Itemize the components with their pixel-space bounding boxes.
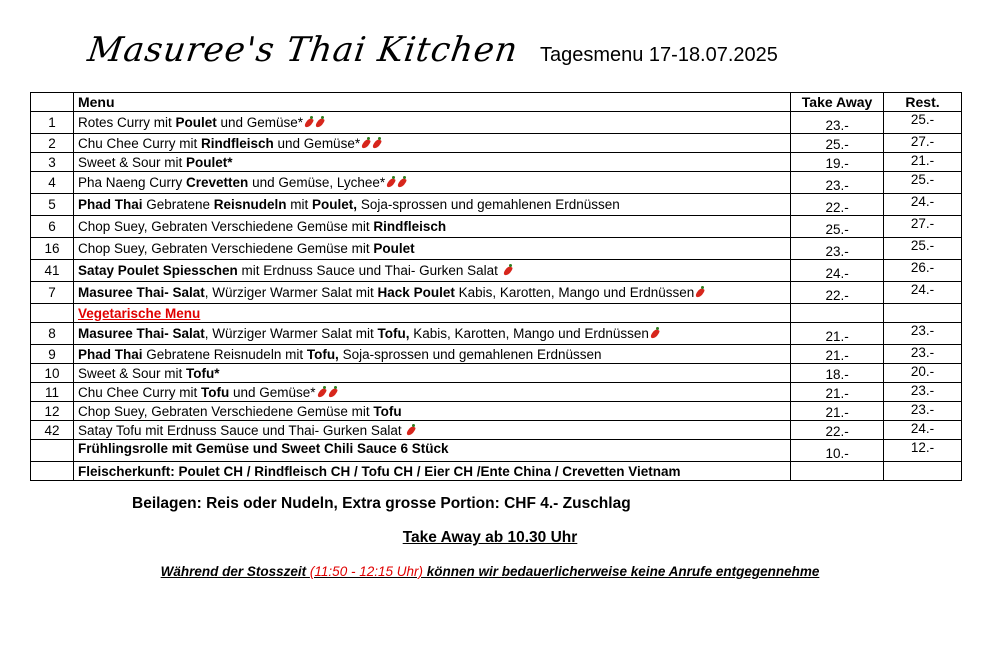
- dish-text: Tofu: [373, 403, 402, 419]
- takeaway-price: 25.-: [791, 216, 884, 238]
- dish-text: mit Erdnuss Sauce und Thai- Gurken Salat: [237, 263, 502, 278]
- spring-roll-text: Frühlingsrolle mit Gemüse und Sweet Chili Sauce 6 Stück: [77, 441, 449, 456]
- dish-description: [73, 194, 790, 216]
- table-row: [31, 323, 962, 345]
- dish-text: Rindfleisch: [373, 219, 447, 234]
- takeaway-price: 23.-: [791, 112, 884, 134]
- chili-pepper-icon: [407, 425, 416, 436]
- chili-pepper-icon: [504, 265, 513, 276]
- dish-text: Soja-sprossen und gemahlenen Erdnüssen: [357, 197, 620, 212]
- dish-text: Soja-sprossen und gemahlenen Erdnüssen: [338, 346, 602, 362]
- dish-text: Rotes Curry mit: [77, 115, 176, 130]
- item-number: 3: [31, 153, 74, 172]
- vegetarian-heading: Vegetarische Menu: [77, 305, 201, 321]
- item-number: 42: [31, 421, 74, 440]
- item-number: 5: [31, 194, 74, 216]
- dish-text: , Würziger Warmer Salat mit: [204, 326, 378, 341]
- dish-text: Sweet & Sour mit: [77, 154, 187, 170]
- dish-text: mit: [286, 197, 313, 212]
- dish-description: [73, 364, 790, 383]
- empty-cell: [791, 462, 884, 481]
- table-row: [31, 112, 962, 134]
- empty-cell: [791, 304, 884, 323]
- rest-price: 23.-: [884, 323, 962, 345]
- dish-text: und Gemüse*: [273, 135, 361, 151]
- dish-text: Sweet & Sour mit: [77, 365, 187, 381]
- takeaway-price: 23.-: [791, 172, 884, 194]
- table-row: [31, 238, 962, 260]
- empty-cell: [31, 462, 74, 481]
- item-number: 6: [31, 216, 74, 238]
- dish-text: und Gemüse*: [216, 115, 304, 130]
- dish-description: [73, 421, 790, 440]
- dish-text: Chu Chee Curry mit: [77, 384, 202, 400]
- item-number: 41: [31, 260, 74, 282]
- takeaway-price: 22.-: [791, 194, 884, 216]
- chili-pepper-icon: [398, 177, 407, 188]
- takeaway-price: 18.-: [791, 364, 884, 383]
- item-number: 9: [31, 345, 74, 364]
- takeaway-hours: Take Away ab 10.30 Uhr: [402, 529, 578, 546]
- dish-text: Tofu,: [306, 346, 339, 362]
- rest-price: 26.-: [884, 260, 962, 282]
- table-row: [31, 402, 962, 421]
- dish-description: [73, 216, 790, 238]
- vegetarian-dishes: [31, 323, 962, 440]
- dish-text: Kabis, Karotten, Mango und Erdnüssen: [409, 326, 649, 341]
- takeaway-price: 24.-: [791, 260, 884, 282]
- dish-text: Pha Naeng Curry: [77, 175, 187, 190]
- notice-post: können wir bedauerlicherweise keine Anrufe entgegennehme: [422, 564, 820, 579]
- dish-text: und Gemüse, Lychee*: [248, 175, 386, 190]
- takeaway-price: 22.-: [791, 421, 884, 440]
- rest-price: 25.-: [884, 172, 962, 194]
- empty-cell: [884, 462, 962, 481]
- dish-text: Rindfleisch: [201, 135, 274, 151]
- takeaway-price: 21.-: [791, 323, 884, 345]
- empty-cell: [31, 440, 74, 462]
- item-number: 11: [31, 383, 74, 402]
- dish-text: Poulet,: [312, 197, 358, 212]
- table-row: [31, 216, 962, 238]
- dish-text: Chop Suey, Gebraten Verschiedene Gemüse mit: [77, 403, 374, 419]
- dish-text: Masuree Thai- Salat: [77, 285, 205, 300]
- table-row: [31, 282, 962, 304]
- rest-price: 24.-: [884, 421, 962, 440]
- table-row: [31, 153, 962, 172]
- item-number: 4: [31, 172, 74, 194]
- item-number: 10: [31, 364, 74, 383]
- item-number: 16: [31, 238, 74, 260]
- table-row: [31, 383, 962, 402]
- chili-pepper-icon: [696, 287, 705, 298]
- table-row: [31, 364, 962, 383]
- meat-origin-cell: [73, 462, 790, 481]
- dish-text: Hack Poulet: [377, 285, 455, 300]
- dish-text: Kabis, Karotten, Mango und Erdnüssen: [454, 285, 695, 300]
- dish-description: [73, 345, 790, 364]
- table-row: [31, 134, 962, 153]
- chili-pepper-icon: [329, 387, 338, 398]
- dish-text: Masuree Thai- Salat: [77, 326, 205, 341]
- dish-text: Chop Suey, Gebraten Verschiedene Gemüse mit: [77, 241, 374, 256]
- rest-price: 24.-: [884, 282, 962, 304]
- rest-price: 27.-: [884, 216, 962, 238]
- side-dishes-note: Beilagen: Reis oder Nudeln, Extra grosse Portion: CHF 4.- Zuschlag: [132, 495, 631, 512]
- dish-description: [73, 260, 790, 282]
- spring-roll-name: [73, 440, 790, 462]
- chili-pepper-icon: [305, 117, 314, 128]
- rest-price: 12.-: [884, 440, 962, 462]
- page-header: [85, 30, 778, 70]
- dish-text: Gebratene: [142, 197, 214, 212]
- table-row: [31, 421, 962, 440]
- dish-text: , Würziger Warmer Salat mit: [204, 285, 378, 300]
- rest-price: 25.-: [884, 238, 962, 260]
- chili-pepper-icon: [387, 177, 396, 188]
- col-number-header: [31, 93, 74, 112]
- meat-origin-text: Fleischerkunft: Poulet CH / Rindfleisch CH / Tofu CH / Eier CH /Ente China / Crevetten Vietnam: [77, 463, 681, 479]
- col-rest-header: Rest.: [884, 93, 962, 112]
- dish-description: [73, 383, 790, 402]
- rush-hour-time: (11:50 - 12:15 Uhr): [309, 564, 423, 579]
- dish-text: Reisnudeln: [213, 197, 287, 212]
- dish-text: Satay Poulet Spiesschen: [77, 263, 238, 278]
- table-row: [31, 260, 962, 282]
- dish-description: [73, 112, 790, 134]
- empty-cell: [884, 304, 962, 323]
- dish-description: [73, 172, 790, 194]
- dish-text: Poulet*: [186, 154, 233, 170]
- item-number: 12: [31, 402, 74, 421]
- notice-pre: Während der Stosszeit: [160, 564, 310, 579]
- takeaway-price: 21.-: [791, 383, 884, 402]
- table-row: [31, 194, 962, 216]
- chili-pepper-icon: [362, 138, 371, 149]
- takeaway-price: 23.-: [791, 238, 884, 260]
- empty-cell: [31, 304, 74, 323]
- vegetarian-heading-cell: [73, 304, 790, 323]
- dish-text: Crevetten: [186, 175, 249, 190]
- menu-table: [30, 92, 962, 481]
- takeaway-price: 10.-: [791, 440, 884, 462]
- dish-text: Poulet: [373, 241, 415, 256]
- item-number: 2: [31, 134, 74, 153]
- item-number: 8: [31, 323, 74, 345]
- restaurant-name: Masuree's Thai Kitchen: [85, 30, 521, 70]
- rest-price: 23.-: [884, 345, 962, 364]
- item-number: 7: [31, 282, 74, 304]
- dish-text: Tofu,: [377, 326, 410, 341]
- takeaway-price: 21.-: [791, 402, 884, 421]
- dish-text: Chop Suey, Gebraten Verschiedene Gemüse mit: [77, 219, 374, 234]
- dish-text: Poulet: [175, 115, 217, 130]
- main-dishes: [31, 112, 962, 304]
- dish-description: [73, 238, 790, 260]
- takeaway-price: 22.-: [791, 282, 884, 304]
- dish-text: Phad Thai: [77, 346, 143, 362]
- rush-hour-notice: [0, 564, 980, 579]
- rest-price: 23.-: [884, 402, 962, 421]
- dish-text: Phad Thai: [77, 197, 143, 212]
- takeaway-price: 21.-: [791, 345, 884, 364]
- vegetarian-heading-row: [31, 304, 962, 323]
- takeaway-price: 25.-: [791, 134, 884, 153]
- col-menu-header: Menu: [73, 93, 790, 112]
- spring-roll-row: [31, 440, 962, 462]
- item-number: 1: [31, 112, 74, 134]
- dish-description: [73, 402, 790, 421]
- dish-text: Chu Chee Curry mit: [77, 135, 202, 151]
- rest-price: 23.-: [884, 383, 962, 402]
- rest-price: 24.-: [884, 194, 962, 216]
- table-header-row: [31, 93, 962, 112]
- chili-pepper-icon: [651, 328, 660, 339]
- rest-price: 25.-: [884, 112, 962, 134]
- col-takeaway-header: Take Away: [791, 93, 884, 112]
- dish-description: [73, 153, 790, 172]
- rest-price: 20.-: [884, 364, 962, 383]
- dish-text: Gebratene Reisnudeln mit: [142, 346, 307, 362]
- dish-description: [73, 323, 790, 345]
- dish-description: [73, 282, 790, 304]
- table-row: [31, 172, 962, 194]
- dish-text: Tofu*: [186, 365, 220, 381]
- dish-description: [73, 134, 790, 153]
- meat-origin-row: [31, 462, 962, 481]
- rest-price: 27.-: [884, 134, 962, 153]
- chili-pepper-icon: [316, 117, 325, 128]
- dish-text: Satay Tofu mit Erdnuss Sauce und Thai- Gurken Salat: [77, 422, 406, 438]
- table-row: [31, 345, 962, 364]
- takeaway-price: 19.-: [791, 153, 884, 172]
- dish-text: und Gemüse*: [229, 384, 316, 400]
- menu-date-title: Tagesmenu 17-18.07.2025: [539, 44, 778, 66]
- chili-pepper-icon: [318, 387, 327, 398]
- rest-price: 21.-: [884, 153, 962, 172]
- chili-pepper-icon: [373, 138, 382, 149]
- dish-text: Tofu: [201, 384, 230, 400]
